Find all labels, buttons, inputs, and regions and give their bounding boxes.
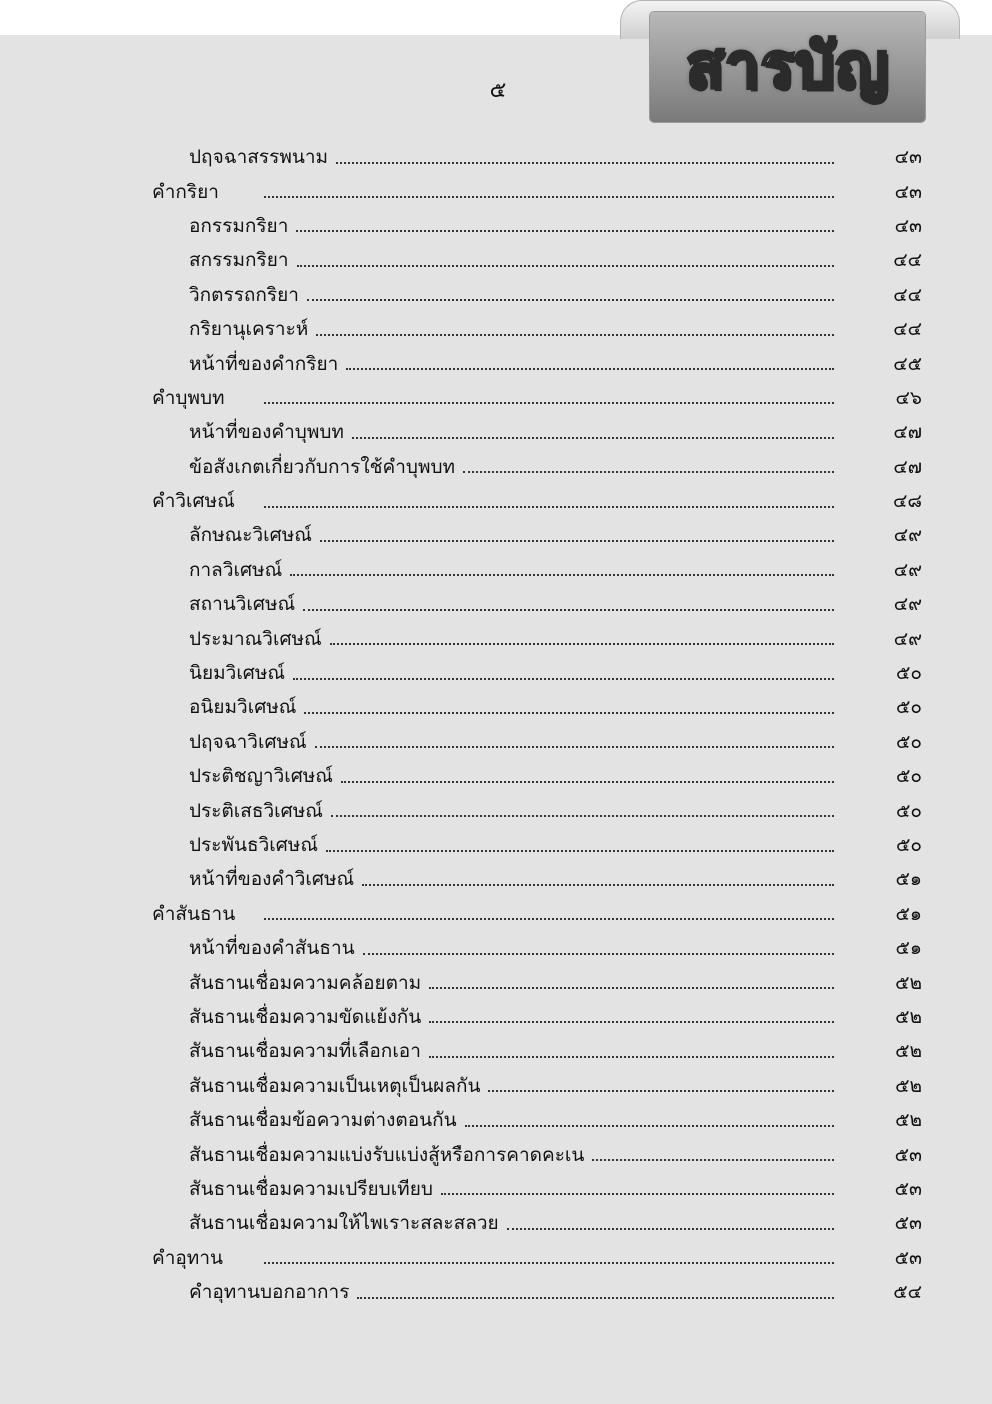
toc-leader-dots: [592, 1158, 834, 1161]
toc-entry-label: กริยานุเคราะห์: [189, 318, 309, 341]
toc-entry: [152, 278, 922, 312]
toc-leader-dots: [341, 780, 834, 783]
toc-leader-dots: [290, 573, 834, 576]
toc-leader-dots: [363, 952, 834, 955]
toc-entry: [152, 484, 922, 518]
toc-entry-label: สันธานเชื่อมความขัดแย้งกัน: [189, 1005, 422, 1028]
toc-leader-dots: [304, 711, 834, 714]
toc-entry-page: ๔๙: [893, 627, 922, 650]
toc-entry-page: ๕๑: [895, 902, 922, 925]
toc-leader-dots: [331, 814, 834, 817]
table-of-contents: [152, 140, 922, 1309]
toc-entry-page: ๔๓: [894, 214, 922, 237]
toc-entry: [152, 1137, 922, 1171]
toc-leader-dots: [441, 1192, 834, 1195]
toc-entry-page: ๔๔: [893, 283, 922, 306]
toc-entry-page: ๕๓: [894, 1212, 922, 1235]
toc-entry: [152, 1241, 922, 1275]
toc-leader-dots: [507, 1227, 834, 1230]
toc-entry-label: หน้าที่ของคำสันธาน: [189, 937, 355, 960]
toc-entry-page: ๕๐: [896, 662, 922, 685]
toc-entry: [152, 1000, 922, 1034]
toc-entry-label: ประมาณวิเศษณ์: [189, 627, 322, 650]
toc-entry-label: คำบุพบท: [152, 386, 225, 409]
toc-entry-page: ๕๐: [896, 696, 922, 719]
toc-entry: [152, 518, 922, 552]
toc-leader-dots: [320, 539, 834, 542]
toc-entry-label: สกรรมกริยา: [189, 249, 289, 272]
toc-entry-label: หน้าที่ของคำกริยา: [189, 352, 339, 375]
toc-entry: [152, 656, 922, 690]
toc-entry: [152, 897, 922, 931]
toc-entry-label: สันธานเชื่อมความเปรียบเทียบ: [189, 1177, 433, 1200]
toc-entry: [152, 415, 922, 449]
toc-entry-page: ๕๒: [895, 1074, 922, 1097]
toc-leader-dots: [336, 161, 834, 164]
toc-entry-page: ๕๐: [896, 730, 922, 753]
toc-entry-label: สันธานเชื่อมความที่เลือกเอา: [189, 1040, 421, 1063]
toc-entry: [152, 965, 922, 999]
toc-entry-label: วิกตรรถกริยา: [189, 283, 299, 306]
toc-entry-label: อกรรมกริยา: [189, 214, 289, 237]
toc-entry-label: ประติเสธวิเศษณ์: [189, 799, 323, 822]
toc-entry-label: กาลวิเศษณ์: [189, 558, 283, 581]
toc-leader-dots: [346, 367, 834, 370]
toc-leader-dots: [429, 1055, 834, 1058]
toc-entry: [152, 174, 922, 208]
toc-entry-page: ๕๑: [895, 868, 922, 891]
toc-leader-dots: [357, 1296, 834, 1299]
page-title: สารบัญ: [685, 29, 890, 102]
toc-entry: [152, 209, 922, 243]
toc-entry-label: สันธานเชื่อมความให้ไพเราะสละสลวย: [189, 1212, 499, 1235]
toc-entry: [152, 381, 922, 415]
toc-entry-page: ๔๗: [893, 421, 922, 444]
toc-entry: [152, 1034, 922, 1068]
toc-leader-dots: [330, 642, 834, 645]
toc-entry-label: คำอุทานบอกอาการ: [189, 1281, 350, 1304]
toc-entry: [152, 1172, 922, 1206]
toc-leader-dots: [307, 298, 834, 301]
toc-entry: [152, 553, 922, 587]
toc-leader-dots: [352, 436, 834, 439]
toc-entry-label: สันธานเชื่อมข้อความต่างตอนกัน: [189, 1109, 457, 1132]
toc-leader-dots: [264, 505, 834, 508]
toc-entry: [152, 346, 922, 380]
toc-entry-page: ๔๔: [893, 249, 922, 272]
toc-entry-label: อนิยมวิเศษณ์: [189, 696, 297, 719]
toc-entry-page: ๔๓: [894, 146, 922, 169]
toc-leader-dots: [465, 1124, 834, 1127]
toc-entry: [152, 725, 922, 759]
toc-entry-label: คำสันธาน: [152, 902, 236, 925]
toc-entry-page: ๔๘: [892, 490, 922, 513]
toc-leader-dots: [463, 470, 834, 473]
toc-leader-dots: [429, 1020, 834, 1023]
toc-entry-page: ๔๔: [893, 318, 922, 341]
toc-leader-dots: [264, 1261, 834, 1264]
toc-leader-dots: [296, 229, 834, 232]
toc-entry-label: สันธานเชื่อมความคล้อยตาม: [189, 971, 422, 994]
toc-entry: [152, 621, 922, 655]
toc-leader-dots: [316, 333, 834, 336]
toc-entry-label: ประติชญาวิเศษณ์: [189, 765, 333, 788]
toc-entry-page: ๕๐: [896, 834, 922, 856]
toc-entry-label: ประพันธวิเศษณ์: [189, 834, 318, 856]
toc-entry-page: ๔๓: [894, 180, 922, 203]
toc-leader-dots: [264, 401, 834, 404]
toc-entry-label: สันธานเชื่อมความแบ่งรับแบ่งสู้หรือการคาดคะเน: [189, 1143, 585, 1166]
toc-entry-label: คำกริยา: [152, 180, 219, 203]
toc-entry-page: ๕๐: [896, 799, 922, 822]
toc-entry-page: ๕๑: [895, 937, 922, 960]
toc-entry-label: ปฤจฉาวิเศษณ์: [189, 730, 307, 753]
toc-entry: [152, 1103, 922, 1137]
title-banner: [650, 12, 925, 122]
toc-entry-page: ๔๙: [893, 558, 922, 581]
toc-leader-dots: [429, 986, 834, 989]
toc-entry-page: ๕๔: [893, 1281, 922, 1304]
toc-entry-label: หน้าที่ของคำวิเศษณ์: [189, 868, 355, 891]
toc-entry-page: ๕๒: [895, 1040, 922, 1063]
toc-entry-page: ๔๕: [893, 352, 922, 375]
toc-entry: [152, 1069, 922, 1103]
toc-entry-page: ๕๓: [894, 1246, 922, 1269]
toc-entry-label: ข้อสังเกตเกี่ยวกับการใช้คำบุพบท: [189, 455, 456, 478]
toc-entry-page: ๕๐: [896, 765, 922, 788]
toc-entry-label: คำวิเศษณ์: [152, 490, 235, 513]
toc-entry-label: ปฤจฉาสรรพนาม: [189, 146, 329, 169]
toc-entry: [152, 828, 922, 862]
toc-entry: [152, 1275, 922, 1309]
toc-entry: [152, 931, 922, 965]
toc-entry-page: ๕๒: [895, 1109, 922, 1132]
toc-leader-dots: [326, 849, 834, 852]
toc-entry-page: ๕๓: [894, 1177, 922, 1200]
toc-entry-page: ๔๙: [893, 593, 922, 616]
toc-leader-dots: [362, 883, 834, 886]
page-number: ๕: [489, 78, 507, 103]
toc-entry-page: ๕๒: [895, 1005, 922, 1028]
toc-entry: [152, 243, 922, 277]
toc-entry: [152, 1206, 922, 1240]
toc-leader-dots: [297, 264, 834, 267]
toc-entry-page: ๕๒: [895, 971, 922, 994]
toc-leader-dots: [264, 917, 834, 920]
toc-entry: [152, 312, 922, 346]
toc-entry: [152, 587, 922, 621]
toc-entry: [152, 690, 922, 724]
toc-leader-dots: [293, 677, 834, 680]
toc-entry: [152, 450, 922, 484]
toc-leader-dots: [303, 608, 834, 611]
toc-entry-page: ๕๓: [894, 1143, 922, 1166]
toc-entry-label: นิยมวิเศษณ์: [189, 662, 286, 685]
toc-leader-dots: [264, 195, 834, 198]
toc-entry: [152, 140, 922, 174]
toc-entry: [152, 759, 922, 793]
toc-entry-page: ๔๖: [895, 386, 922, 409]
toc-leader-dots: [488, 1089, 834, 1092]
toc-entry-label: สถานวิเศษณ์: [189, 593, 296, 616]
toc-entry-page: ๔๙: [893, 524, 922, 547]
toc-entry-page: ๔๗: [893, 455, 922, 478]
toc-entry-label: ลักษณะวิเศษณ์: [189, 524, 312, 547]
toc-entry: [152, 793, 922, 827]
toc-entry-label: สันธานเชื่อมความเป็นเหตุเป็นผลกัน: [189, 1074, 481, 1097]
toc-entry-label: คำอุทาน: [152, 1246, 223, 1269]
toc-entry: [152, 862, 922, 896]
toc-leader-dots: [315, 745, 834, 748]
toc-entry-label: หน้าที่ของคำบุพบท: [189, 421, 344, 444]
